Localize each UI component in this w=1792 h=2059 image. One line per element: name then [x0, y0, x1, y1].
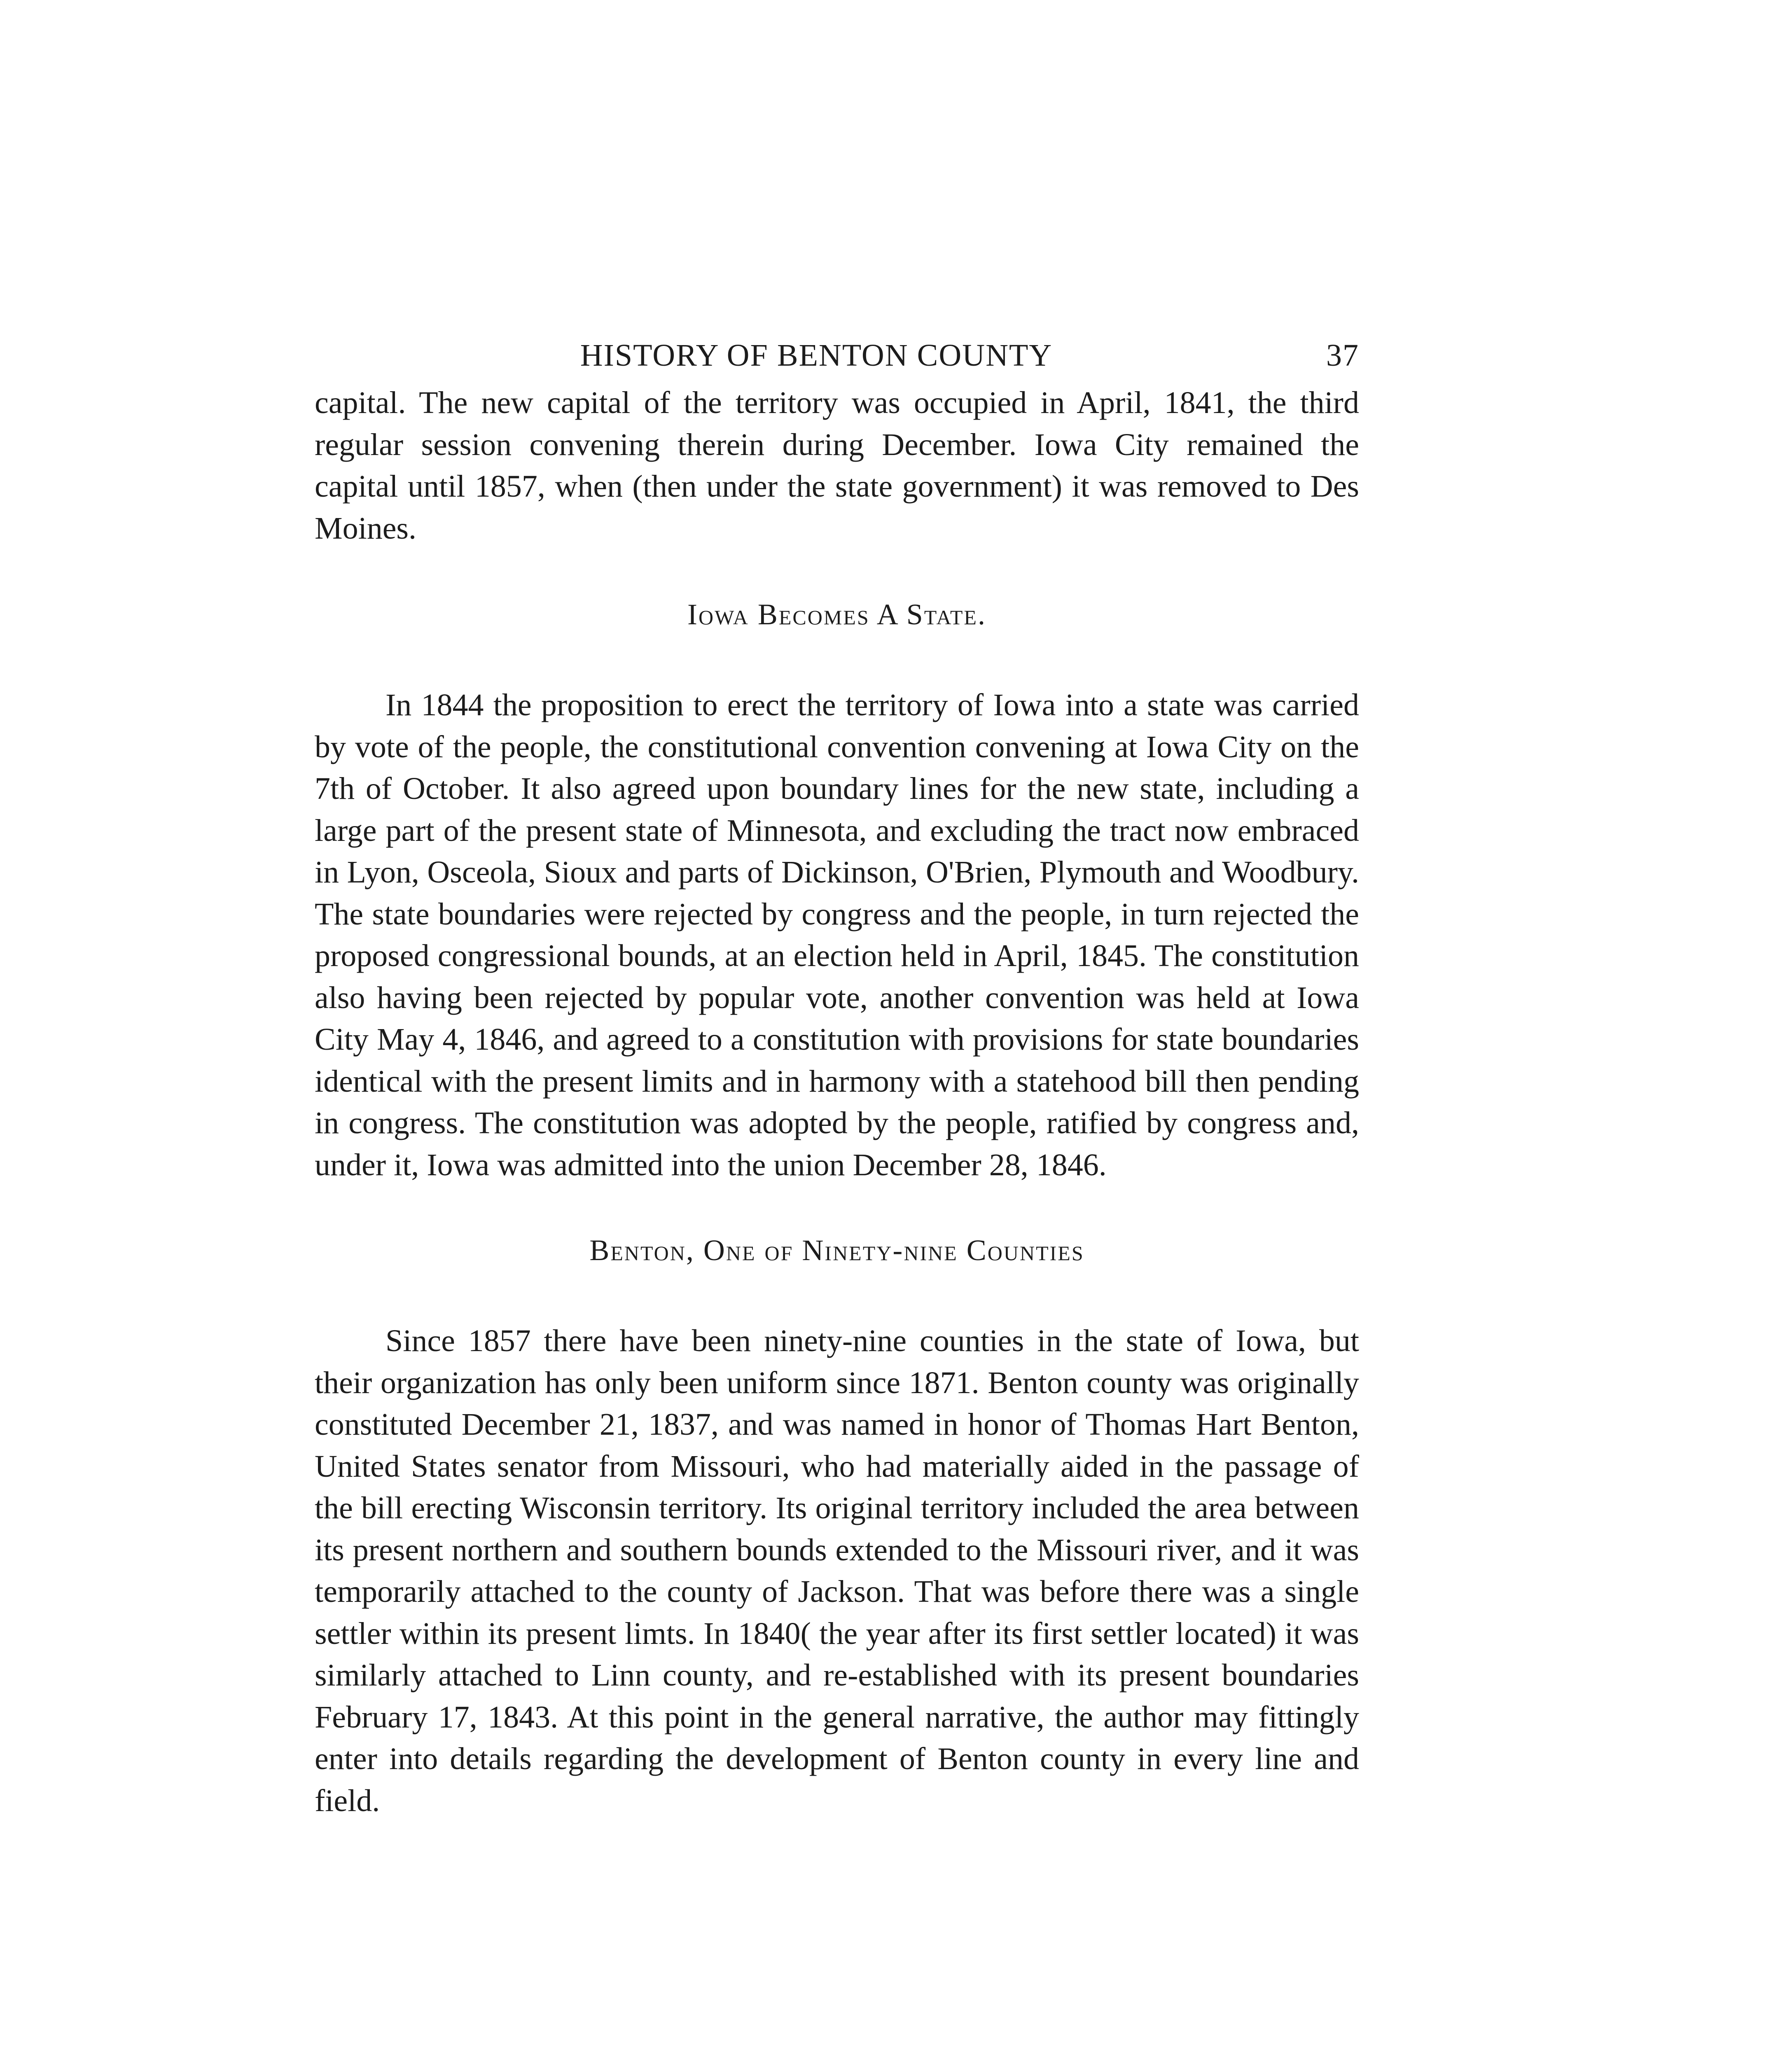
paragraph-capital: capital. The new capital of the territory was occupied in April, 1841, the third regular session convening therein during December. Iowa City remained the capital until 1857, when (then under the state government) it was removed to Des Moines.	[315, 385, 1359, 546]
section-heading-iowa-becomes-a-state: Iowa Becomes A State.	[687, 598, 986, 631]
section-heading-benton-county: Benton, One of Ninety-nine Counties	[589, 1234, 1084, 1267]
paragraph-benton-county: Since 1857 there have been ninety-nine counties in the state of Iowa, but their organization has only been uniform since 1871. Benton county was originally constituted December 21, 1837, and was named in honor of Thomas Hart Benton, United States senator from Missouri, who had materially aided in the passage of the bill erecting Wisconsin territory. Its original territory included the area between its present northern and southern bounds extended to the Missouri river, and it was temporarily attached to the county of Jackson. That was before there was a single settler within its present limts. In 1840( the year after its first settler located) it was similarly attached to Linn county, and re-established with its present boundaries February 17, 1843. At this point in the general narrative, the author may fittingly enter into details regarding the development of Benton county in every line and field.	[315, 1324, 1359, 1818]
running-header	[315, 333, 1359, 378]
paragraph-statehood: In 1844 the proposition to erect the territory of Iowa into a state was carried by vote of the people, the constitutional convention convening at Iowa City on the 7th of October. It also agreed upon boundary lines for the new state, including a large part of the present state of Minnesota, and excluding the tract now embraced in Lyon, Osceola, Sioux and parts of Dickinson, O'Brien, Plymouth and Woodbury. The state boundaries were rejected by congress and the people, in turn rejected the proposed congressional bounds, at an election held in April, 1845. The constitution also having been rejected by popular vote, another convention was held at Iowa City May 4, 1846, and agreed to a constitution with provisions for state boundaries identical with the present limits and in harmony with a statehood bill then pending in congress. The constitution was adopted by the people, ratified by congress and, under it, Iowa was admitted into the union December 28, 1846.	[315, 688, 1359, 1182]
running-title: HISTORY OF BENTON COUNTY	[580, 338, 1053, 373]
text-column	[315, 333, 1359, 1822]
page-number: 37	[1326, 338, 1359, 373]
